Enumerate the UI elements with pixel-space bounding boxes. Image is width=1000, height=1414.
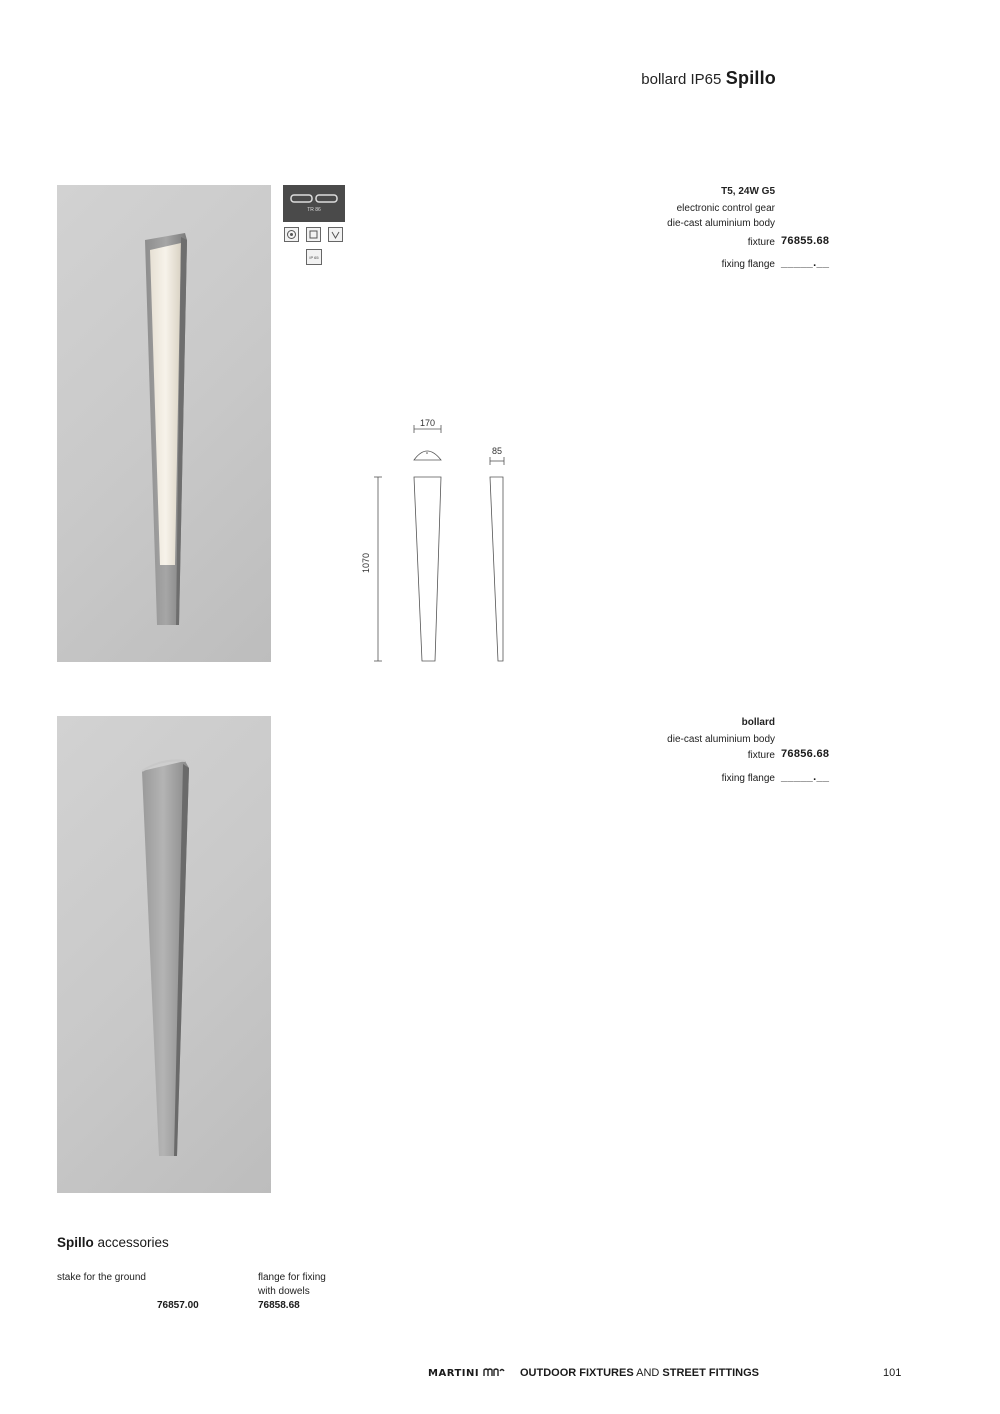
product-photo-unlit — [57, 716, 271, 1193]
dim-width: 170 — [420, 418, 436, 428]
dim-depth: 85 — [492, 446, 503, 456]
product1-flange-row — [0, 257, 1000, 273]
product1-flange-code: _____.__ — [781, 257, 830, 269]
product2-head: bollard — [741, 717, 775, 728]
brand-mark-icon — [483, 1367, 505, 1377]
product2-desc1: die-cast aluminium body — [667, 734, 775, 745]
accessory2-line2: with dowels — [258, 1286, 310, 1297]
brand-logo — [428, 1367, 505, 1379]
footer-bold-1: OUTDOOR FIXTURES — [520, 1367, 634, 1379]
product2-fixture-row — [0, 748, 1000, 764]
product1-desc2: die-cast aluminium body — [667, 218, 775, 229]
product2-flange-row — [0, 771, 1000, 787]
header-subtitle: bollard IP65 — [641, 71, 722, 88]
product1-fixture-row — [0, 235, 1000, 251]
accessory1-label: stake for the ground — [57, 1272, 146, 1283]
footer-mid: AND — [636, 1367, 660, 1379]
product2-flange-code: _____.__ — [781, 771, 830, 783]
product2-spec — [667, 715, 775, 747]
accessory2-code: 76858.68 — [258, 1300, 300, 1311]
t5-lamp-icon — [283, 185, 345, 222]
accessory1-code: 76857.00 — [157, 1300, 199, 1311]
accessory2-line1: flange for fixing — [258, 1272, 326, 1283]
header-title: Spillo — [725, 68, 776, 88]
footer-section-title — [520, 1367, 759, 1379]
product2-fixture-code: 76856.68 — [781, 748, 830, 760]
product1-fixture-label: fixture — [747, 237, 775, 248]
accessories-title-rest: accessories — [97, 1235, 169, 1250]
product2-fixture-label: fixture — [747, 750, 775, 761]
brand-logo-text: MARTINI — [428, 1368, 480, 1379]
bollard-unlit-image — [57, 716, 271, 1193]
product2-flange-label: fixing flange — [721, 773, 775, 784]
product1-desc1: electronic control gear — [676, 203, 775, 214]
accessories-title — [57, 1235, 169, 1250]
product1-spec — [667, 184, 775, 231]
page-number: 101 — [883, 1367, 902, 1379]
technical-drawing — [360, 415, 520, 665]
accessories-title-bold: Spillo — [57, 1235, 94, 1250]
page-header — [641, 68, 776, 89]
product1-head: T5, 24W G5 — [721, 186, 775, 197]
dim-height: 1070 — [361, 552, 372, 574]
t5-lamp-label: TR 86 — [307, 207, 321, 213]
ip65-label: IP 65 — [309, 255, 319, 260]
product1-fixture-code: 76855.68 — [781, 235, 830, 247]
footer-bold-2: STREET FITTINGS — [662, 1367, 759, 1379]
product1-flange-label: fixing flange — [721, 259, 775, 270]
accessory2-label — [258, 1271, 326, 1299]
